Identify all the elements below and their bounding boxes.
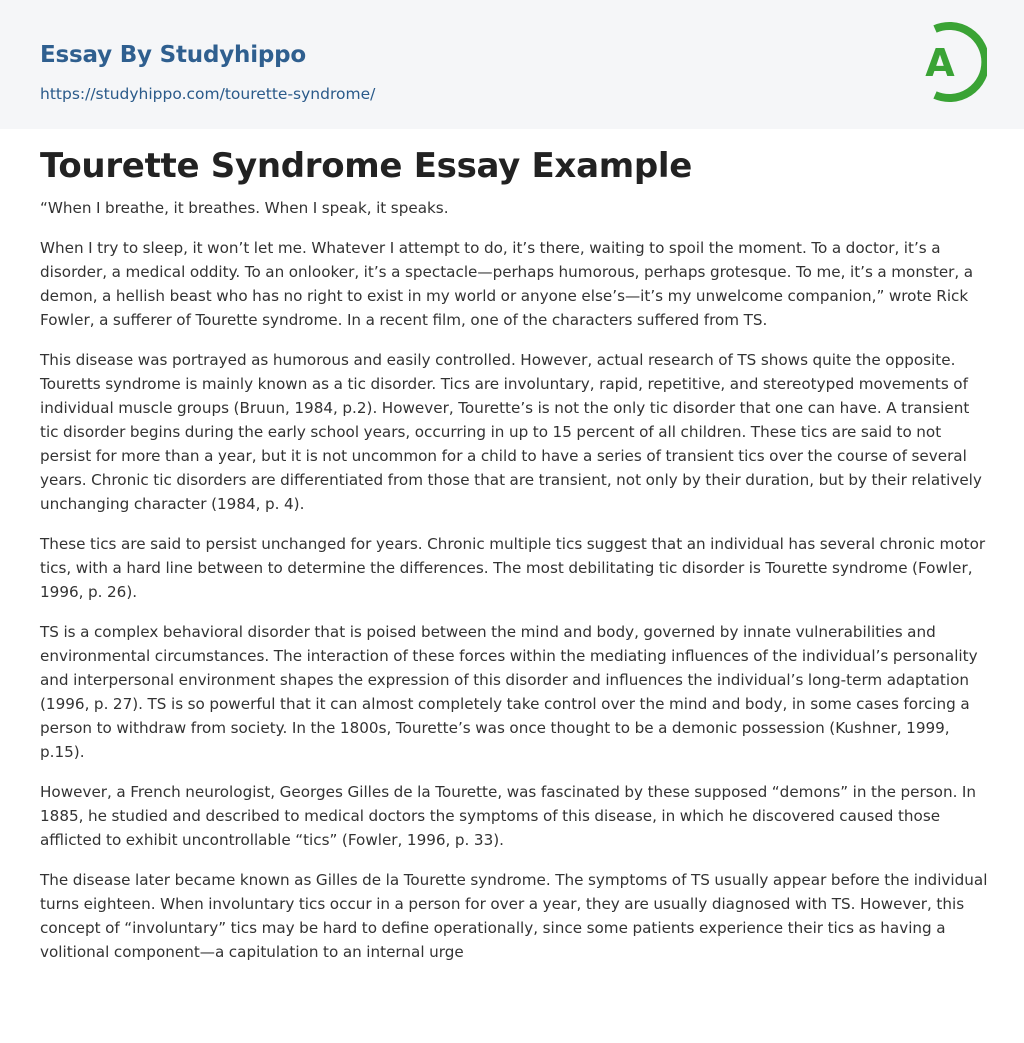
essay-paragraph: These tics are said to persist unchanged for years. Chronic multiple tics suggest that an individual has several chronic motor tics, with a hard line between to determine the differences. The most debilitating tic disorder is Tourette syndrome (Fowler, 1996, p. 26). [40, 535, 986, 601]
essay-body [40, 196, 988, 980]
essay-paragraph: The disease later became known as Gilles de la Tourette syndrome. The symptoms of TS usually appear before the individual turns eighteen. When involuntary tics occur in a person for over a year, they are usually diagnosed with TS. However, this concept of “involuntary” tics may be hard to define operationally, since some patients experience their tics as having a volitional component—a capitulation to an internal urge [40, 871, 988, 961]
page-url-link[interactable]: https://studyhippo.com/tourette-syndrome/ [40, 85, 376, 103]
essay-paragraph: TS is a complex behavioral disorder that is poised between the mind and body, governed by innate vulnerabilities and environmental circumstances. The interaction of these forces within the mediating influences of the individual’s personality and interpersonal environment shapes the expression of this disorder and influences the individual’s long-term adaptation (1996, p. 27). TS is so powerful that it can almost completely take control over the mind and body, in some cases forcing a person to withdraw from society. In the 1800s, Tourette’s was once thought to be a demonic possession (Kushner, 1999, p.15). [40, 623, 978, 761]
essay-paragraph: When I try to sleep, it won’t let me. Whatever I attempt to do, it’s there, waiting to spoil the moment. To a doctor, it’s a disorder, a medical oddity. To an onlooker, it’s a spectacle—perhaps humorous, perhaps grotesque. To me, it’s a monster, a demon, a hellish beast who has no right to exist in my world or anyone else’s—it’s my unwelcome companion,” wrote Rick Fowler, a sufferer of Tourette syndrome. In a recent film, one of the characters suffered from TS. [40, 239, 974, 329]
site-header [0, 0, 1024, 129]
logo-letter: A [925, 41, 955, 85]
essay-paragraph: “When I breathe, it breathes. When I speak, it speaks. [40, 199, 449, 217]
essay-paragraph: However, a French neurologist, Georges Gilles de la Tourette, was fascinated by these supposed “demons” in the person. In 1885, he studied and described to medical doctors the symptoms of this disease, in which he discovered caused those afflicted to exhibit uncontrollable “tics” (Fowler, 1996, p. 33). [40, 783, 977, 849]
page-title: Tourette Syndrome Essay Example [40, 146, 692, 186]
essay-paragraph: This disease was portrayed as humorous and easily controlled. However, actual research of TS shows quite the opposite. Touretts syndrome is mainly known as a tic disorder. Tics are involuntary, rapid, repetitive, and stereotyped movements of individual muscle groups (Bruun, 1984, p.2). However, Tourette’s is not the only tic disorder that one can have. A transient tic disorder begins during the early school years, occurring in up to 15 percent of all children. These tics are said to not persist for more than a year, but it is not uncommon for a child to have a series of transient tics over the course of several years. Chronic tic disorders are differentiated from those that are transient, not only by their duration, but by their relatively unchanging character (1984, p. 4). [40, 351, 982, 513]
site-brand[interactable]: Essay By Studyhippo [40, 42, 307, 68]
studyhippo-logo-icon[interactable] [911, 18, 987, 106]
